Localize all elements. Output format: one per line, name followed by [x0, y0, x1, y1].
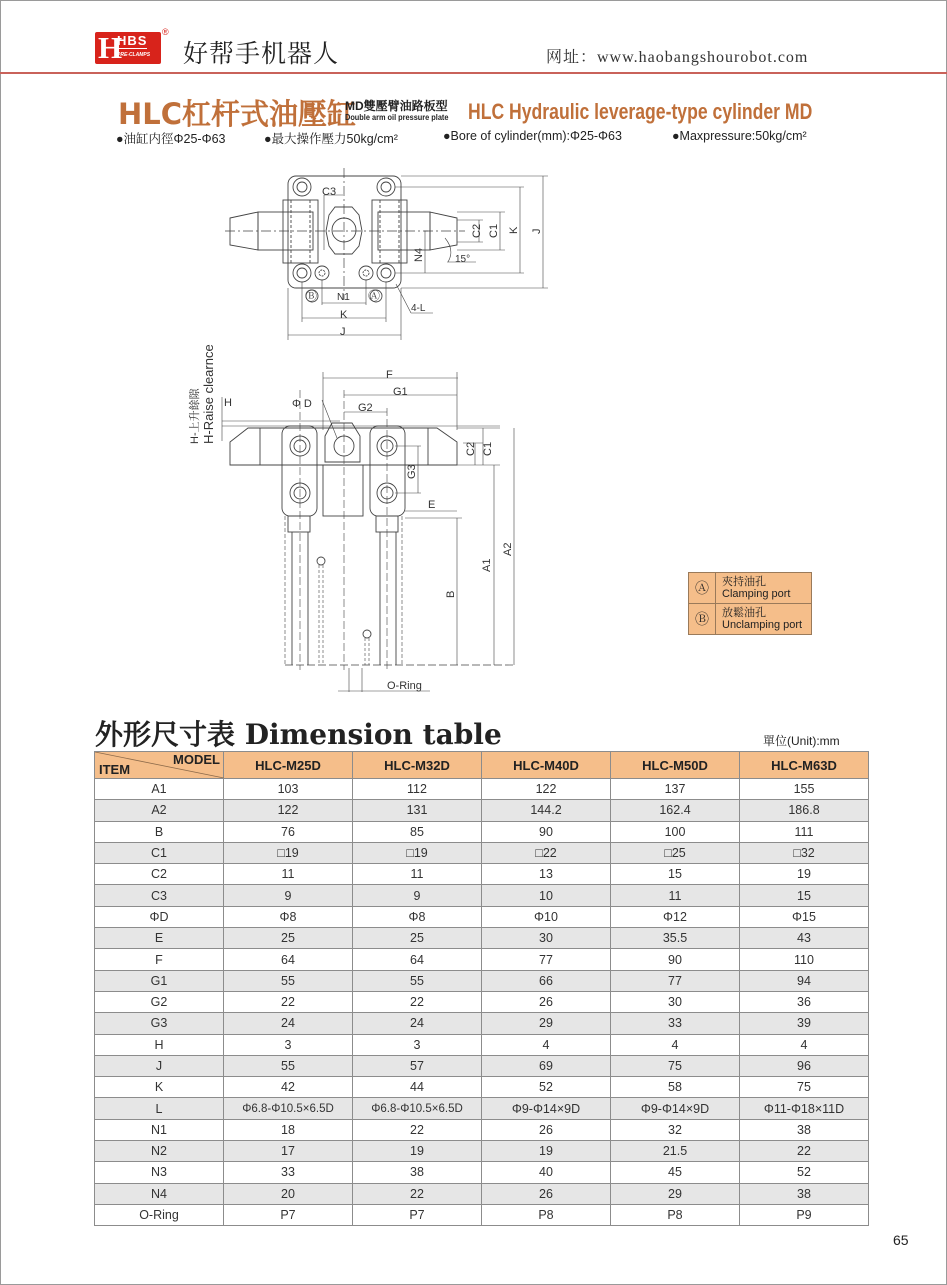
model-header: HLC-M32D [353, 752, 482, 779]
value-cell: 55 [353, 970, 482, 991]
value-cell: 19 [740, 864, 869, 885]
value-cell: 39 [740, 1013, 869, 1034]
table-row [95, 906, 869, 927]
corner-item: ITEM [99, 762, 131, 777]
dim-label-a1: A1 [481, 558, 493, 572]
value-cell: 100 [611, 821, 740, 842]
value-cell: Φ8 [353, 906, 482, 927]
title-sub-cn: MD雙壓臂油路板型 [345, 99, 448, 113]
item-cell: N2 [95, 1141, 224, 1162]
table-body [95, 779, 869, 1226]
value-cell: □19 [353, 842, 482, 863]
model-header: HLC-M50D [611, 752, 740, 779]
value-cell: 40 [482, 1162, 611, 1183]
item-cell: G2 [95, 991, 224, 1012]
value-cell: 58 [611, 1077, 740, 1098]
value-cell: □19 [224, 842, 353, 863]
table-row [95, 1098, 869, 1119]
value-cell: 22 [353, 1183, 482, 1204]
value-cell: 90 [482, 821, 611, 842]
value-cell: 17 [224, 1141, 353, 1162]
item-cell: J [95, 1055, 224, 1076]
table-row [95, 1013, 869, 1034]
value-cell: 30 [482, 928, 611, 949]
table-title: 外形尺寸表 Dimension table [95, 718, 502, 751]
value-cell: 66 [482, 970, 611, 991]
dim-label-c1: C1 [488, 223, 500, 238]
dim-label-d: Φ D [292, 398, 312, 410]
value-cell: 96 [740, 1055, 869, 1076]
value-cell: 131 [353, 800, 482, 821]
value-cell: Φ8 [224, 906, 353, 927]
value-cell: 19 [353, 1141, 482, 1162]
spec-pressure-cn: ●最大操作壓力50kg/cm² [264, 132, 398, 146]
value-cell: 24 [224, 1013, 353, 1034]
table-row [95, 970, 869, 991]
item-cell: C3 [95, 885, 224, 906]
legend-en: Clamping port [722, 588, 791, 600]
value-cell: 85 [353, 821, 482, 842]
value-cell: 94 [740, 970, 869, 991]
table-row [95, 1055, 869, 1076]
value-cell: 45 [611, 1162, 740, 1183]
value-cell: 25 [224, 928, 353, 949]
value-cell: 4 [611, 1034, 740, 1055]
legend-row-clamping [689, 573, 811, 604]
top-plate [288, 176, 401, 288]
table-row [95, 779, 869, 800]
table-row [95, 928, 869, 949]
value-cell: 10 [482, 885, 611, 906]
item-cell: H [95, 1034, 224, 1055]
page-number: 65 [893, 1232, 909, 1248]
legend-cn: 放鬆油孔 [722, 607, 766, 619]
dim-label-h: H [224, 397, 232, 409]
port-a-symbol: Ⓐ [368, 289, 381, 303]
value-cell: □25 [611, 842, 740, 863]
header-divider [0, 72, 947, 74]
value-cell: 77 [482, 949, 611, 970]
port-b-symbol: Ⓑ [305, 289, 318, 303]
value-cell: 186.8 [740, 800, 869, 821]
value-cell: 38 [740, 1183, 869, 1204]
spec-pressure-en: ●Maxpressure:50kg/cm² [672, 129, 807, 143]
value-cell: 75 [740, 1077, 869, 1098]
item-cell: N3 [95, 1162, 224, 1183]
spec-bore-cn: ●油缸内徑Φ25-Φ63 [116, 132, 226, 146]
technical-drawing [170, 160, 690, 700]
value-cell: 162.4 [611, 800, 740, 821]
dim-label-c1-side: C1 [482, 441, 494, 456]
value-cell: 19 [482, 1141, 611, 1162]
value-cell: 24 [353, 1013, 482, 1034]
model-header: HLC-M63D [740, 752, 869, 779]
dim-label-g3: G3 [406, 464, 418, 479]
value-cell: 52 [740, 1162, 869, 1183]
value-cell: 137 [611, 779, 740, 800]
value-cell: Φ12 [611, 906, 740, 927]
value-cell: 103 [224, 779, 353, 800]
value-cell: 26 [482, 1119, 611, 1140]
value-cell: 111 [740, 821, 869, 842]
value-cell: 69 [482, 1055, 611, 1076]
value-cell: 43 [740, 928, 869, 949]
value-cell: P7 [224, 1204, 353, 1225]
value-cell: Φ9-Φ14×9D [482, 1098, 611, 1119]
table-row [95, 1077, 869, 1098]
port-b-icon: Ⓑ [689, 604, 716, 634]
model-header: HLC-M40D [482, 752, 611, 779]
item-cell: L [95, 1098, 224, 1119]
website-url: 网址：www.haobangshourobot.com [546, 49, 809, 66]
item-cell: C1 [95, 842, 224, 863]
dim-label-c2: C2 [471, 223, 483, 238]
table-row [95, 1162, 869, 1183]
dim-label-g1: G1 [393, 386, 408, 398]
value-cell: 38 [353, 1162, 482, 1183]
brand-name: 好帮手机器人 [183, 39, 340, 68]
registered-mark: ® [162, 27, 169, 37]
item-cell: O-Ring [95, 1204, 224, 1225]
value-cell: 22 [740, 1141, 869, 1162]
legend-cn: 夾持油孔 [722, 576, 766, 588]
item-cell: ΦD [95, 906, 224, 927]
value-cell: 55 [224, 1055, 353, 1076]
value-cell: 11 [353, 864, 482, 885]
item-cell: A2 [95, 800, 224, 821]
item-cell: K [95, 1077, 224, 1098]
legend-en: Unclamping port [722, 619, 803, 631]
value-cell: Φ9-Φ14×9D [611, 1098, 740, 1119]
item-cell: A1 [95, 779, 224, 800]
title-cn: HLC杠杆式油壓缸 [118, 97, 357, 131]
dim-label-n4: N4 [413, 247, 425, 262]
value-cell: Φ15 [740, 906, 869, 927]
dim-label-k-bottom: K [340, 309, 348, 321]
value-cell: 25 [353, 928, 482, 949]
logo-letter: H [98, 30, 123, 65]
value-cell: Φ11-Φ18×11D [740, 1098, 869, 1119]
table-row [95, 842, 869, 863]
dim-label-k: K [508, 226, 520, 234]
value-cell: 36 [740, 991, 869, 1012]
unit-label: 單位(Unit):mm [763, 734, 840, 748]
value-cell: 76 [224, 821, 353, 842]
value-cell: 4 [740, 1034, 869, 1055]
table-row [95, 864, 869, 885]
value-cell: 155 [740, 779, 869, 800]
dim-label-n1: N1 [337, 292, 350, 303]
value-cell: 29 [611, 1183, 740, 1204]
value-cell: 52 [482, 1077, 611, 1098]
value-cell: 11 [224, 864, 353, 885]
item-cell: N1 [95, 1119, 224, 1140]
value-cell: □22 [482, 842, 611, 863]
value-cell: 42 [224, 1077, 353, 1098]
dim-label-e: E [428, 499, 436, 511]
value-cell: 22 [224, 991, 353, 1012]
table-row [95, 800, 869, 821]
value-cell: 15 [740, 885, 869, 906]
value-cell: 15 [611, 864, 740, 885]
title-en: HLC Hydraulic leverage-type cylinder MD [468, 99, 813, 124]
table-row [95, 1119, 869, 1140]
corner-cell [95, 752, 224, 779]
item-cell: E [95, 928, 224, 949]
value-cell: 90 [611, 949, 740, 970]
value-cell: 122 [482, 779, 611, 800]
value-cell: 30 [611, 991, 740, 1012]
item-cell: C2 [95, 864, 224, 885]
value-cell: 33 [224, 1162, 353, 1183]
value-cell: 26 [482, 1183, 611, 1204]
value-cell: 18 [224, 1119, 353, 1140]
raise-clearance-en: H-Raise clearnce [201, 344, 216, 444]
value-cell: 110 [740, 949, 869, 970]
item-cell: G3 [95, 1013, 224, 1034]
value-cell: 64 [353, 949, 482, 970]
value-cell: 112 [353, 779, 482, 800]
value-cell: 3 [224, 1034, 353, 1055]
value-cell: 4 [482, 1034, 611, 1055]
dim-label-j: J [531, 228, 543, 234]
item-cell: B [95, 821, 224, 842]
dimension-table [94, 751, 869, 1226]
value-cell: 33 [611, 1013, 740, 1034]
spec-bore-en: ●Bore of cylinder(mm):Φ25-Φ63 [443, 129, 622, 143]
value-cell: 20 [224, 1183, 353, 1204]
corner-model: MODEL [173, 752, 220, 767]
model-header: HLC-M25D [224, 752, 353, 779]
dim-label-a2: A2 [502, 542, 514, 556]
value-cell: 75 [611, 1055, 740, 1076]
value-cell: P9 [740, 1204, 869, 1225]
value-cell: Φ6.8-Φ10.5×6.5D [353, 1098, 482, 1119]
raise-clearance-cn: H-上升餘隙 [189, 388, 201, 444]
dim-label-g2: G2 [358, 402, 373, 414]
value-cell: 64 [224, 949, 353, 970]
value-cell: P8 [482, 1204, 611, 1225]
value-cell: 77 [611, 970, 740, 991]
table-row [95, 1034, 869, 1055]
value-cell: 122 [224, 800, 353, 821]
table-row [95, 885, 869, 906]
dim-label-j-bottom: J [340, 326, 346, 338]
title-sub-en: Double arm oil pressure plate [345, 113, 449, 122]
table-header-row [95, 752, 869, 779]
table-row [95, 1183, 869, 1204]
item-cell: G1 [95, 970, 224, 991]
value-cell: 9 [224, 885, 353, 906]
value-cell: 32 [611, 1119, 740, 1140]
value-cell: 55 [224, 970, 353, 991]
logo-text: HBS [117, 33, 148, 48]
value-cell: 35.5 [611, 928, 740, 949]
hbs-logo [95, 32, 161, 64]
value-cell: Φ6.8-Φ10.5×6.5D [224, 1098, 353, 1119]
value-cell: 3 [353, 1034, 482, 1055]
value-cell: 21.5 [611, 1141, 740, 1162]
value-cell: P7 [353, 1204, 482, 1225]
logo-sub: PRE-CLAMPS [117, 52, 151, 58]
table-row [95, 949, 869, 970]
table-row [95, 991, 869, 1012]
table-row [95, 1141, 869, 1162]
value-cell: 11 [611, 885, 740, 906]
value-cell: 38 [740, 1119, 869, 1140]
value-cell: 144.2 [482, 800, 611, 821]
port-legend [688, 572, 812, 635]
dim-label-angle: 15° [455, 254, 471, 265]
item-cell: F [95, 949, 224, 970]
value-cell: 29 [482, 1013, 611, 1034]
dim-label-f: F [386, 369, 393, 381]
value-cell: 26 [482, 991, 611, 1012]
value-cell: □32 [740, 842, 869, 863]
legend-row-unclamping [689, 604, 811, 634]
item-cell: N4 [95, 1183, 224, 1204]
value-cell: 9 [353, 885, 482, 906]
value-cell: 22 [353, 991, 482, 1012]
value-cell: 57 [353, 1055, 482, 1076]
value-cell: Φ10 [482, 906, 611, 927]
dim-label-l: 4-L [411, 303, 426, 314]
table-row [95, 1204, 869, 1225]
dim-label-oring: O-Ring [387, 680, 422, 692]
value-cell: 44 [353, 1077, 482, 1098]
port-a-icon: Ⓐ [689, 573, 716, 603]
value-cell: 13 [482, 864, 611, 885]
dim-label-c3: C3 [322, 186, 337, 198]
value-cell: P8 [611, 1204, 740, 1225]
value-cell: 22 [353, 1119, 482, 1140]
dim-label-b: B [445, 590, 457, 598]
dim-label-c2-side: C2 [465, 441, 477, 456]
table-row [95, 821, 869, 842]
